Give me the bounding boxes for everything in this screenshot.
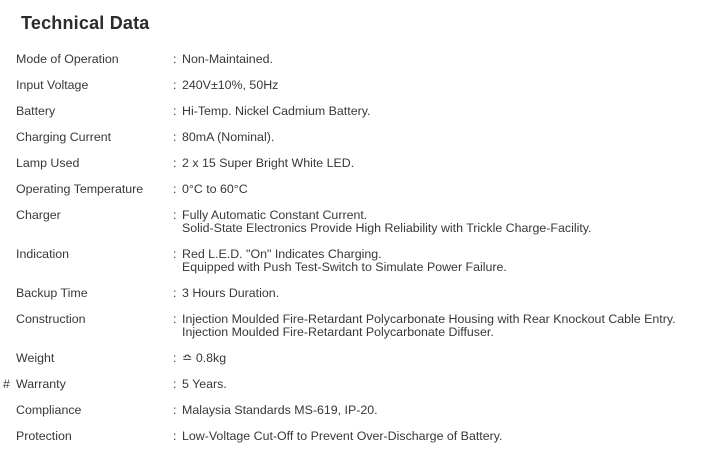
spec-value-line: 3 Hours Duration. [182,286,280,300]
spec-label: Construction [16,312,86,326]
spec-value [182,79,719,92]
spec-colon: : [173,312,177,326]
spec-label: Mode of Operation [16,52,119,66]
spec-value-line: 80mA (Nominal). [182,130,275,144]
spec-value-line: Low-Voltage Cut-Off to Prevent Over-Discharge of Battery. [182,429,503,443]
spec-row-operating-temperature [16,183,719,196]
spec-value-line: 5 Years. [182,377,227,391]
spec-colon: : [173,403,177,417]
spec-colon: : [173,182,177,196]
warranty-hash-prefix: # [3,377,10,391]
spec-value [182,131,719,144]
spec-value-line: Solid-State Electronics Provide High Reliability with Trickle Charge-Facility. [182,221,592,235]
spec-colon: : [173,351,177,365]
spec-label: Input Voltage [16,78,89,92]
spec-table [3,52,719,443]
spec-row-compliance [16,404,719,417]
spec-colon: : [173,377,177,391]
spec-value-line: Injection Moulded Fire-Retardant Polycarbonate Diffuser. [182,325,494,339]
spec-row-warranty [3,377,719,391]
spec-colon: : [173,52,177,66]
spec-row-input-voltage [16,79,719,92]
spec-colon: : [173,130,177,144]
spec-label: Operating Temperature [16,182,144,196]
spec-label: Lamp Used [16,156,80,170]
spec-row-mode-of-operation [16,53,719,66]
spec-label: Charging Current [16,130,112,144]
spec-value [182,352,719,365]
spec-label: Compliance [16,403,82,417]
spec-value-line: 240V±10%, 50Hz [182,78,279,92]
page-title: Technical Data [21,13,150,33]
spec-value [182,53,719,66]
spec-colon: : [173,208,177,222]
spec-row-battery [16,105,719,118]
spec-label [3,377,173,391]
spec-value-line: Hi-Temp. Nickel Cadmium Battery. [182,104,371,118]
spec-label-text: Warranty [16,377,66,391]
spec-value-line: ≏ 0.8kg [182,351,227,365]
spec-value-line: Red L.E.D. "On" Indicates Charging. [182,247,382,261]
spec-value [182,430,719,443]
spec-label: Battery [16,104,56,118]
spec-value-line: 2 x 15 Super Bright White LED. [182,156,355,170]
spec-colon: : [173,247,177,261]
spec-value-line: 0°C to 60°C [182,182,248,196]
spec-value [182,404,719,417]
spec-row-charging-current [16,131,719,144]
spec-row-lamp-used [16,157,719,170]
spec-label: Protection [16,429,72,443]
spec-value [182,287,719,300]
spec-value [182,105,719,118]
spec-value [182,378,719,391]
spec-label: Indication [16,247,70,261]
spec-colon: : [173,286,177,300]
spec-value-line: Injection Moulded Fire-Retardant Polycarbonate Housing with Rear Knockout Cable Entry. [182,312,676,326]
spec-colon: : [173,429,177,443]
spec-value [182,183,719,196]
spec-value-line: Non-Maintained. [182,52,273,66]
spec-value [182,313,719,339]
spec-value-line: Malaysia Standards MS-619, IP-20. [182,403,378,417]
spec-value [182,248,719,274]
spec-row-charger [16,209,719,235]
spec-colon: : [173,104,177,118]
spec-row-weight [16,352,719,365]
spec-colon: : [173,156,177,170]
spec-label: Backup Time [16,286,88,300]
spec-row-construction [16,313,719,339]
spec-label: Weight [16,351,55,365]
spec-value-line: Fully Automatic Constant Current. [182,208,368,222]
spec-value [182,157,719,170]
spec-colon: : [173,78,177,92]
spec-value-line: Equipped with Push Test-Switch to Simulate Power Failure. [182,260,507,274]
spec-row-indication [16,248,719,274]
spec-row-protection [16,430,719,443]
spec-row-backup-time [16,287,719,300]
spec-label: Charger [16,208,61,222]
spec-value [182,209,719,235]
